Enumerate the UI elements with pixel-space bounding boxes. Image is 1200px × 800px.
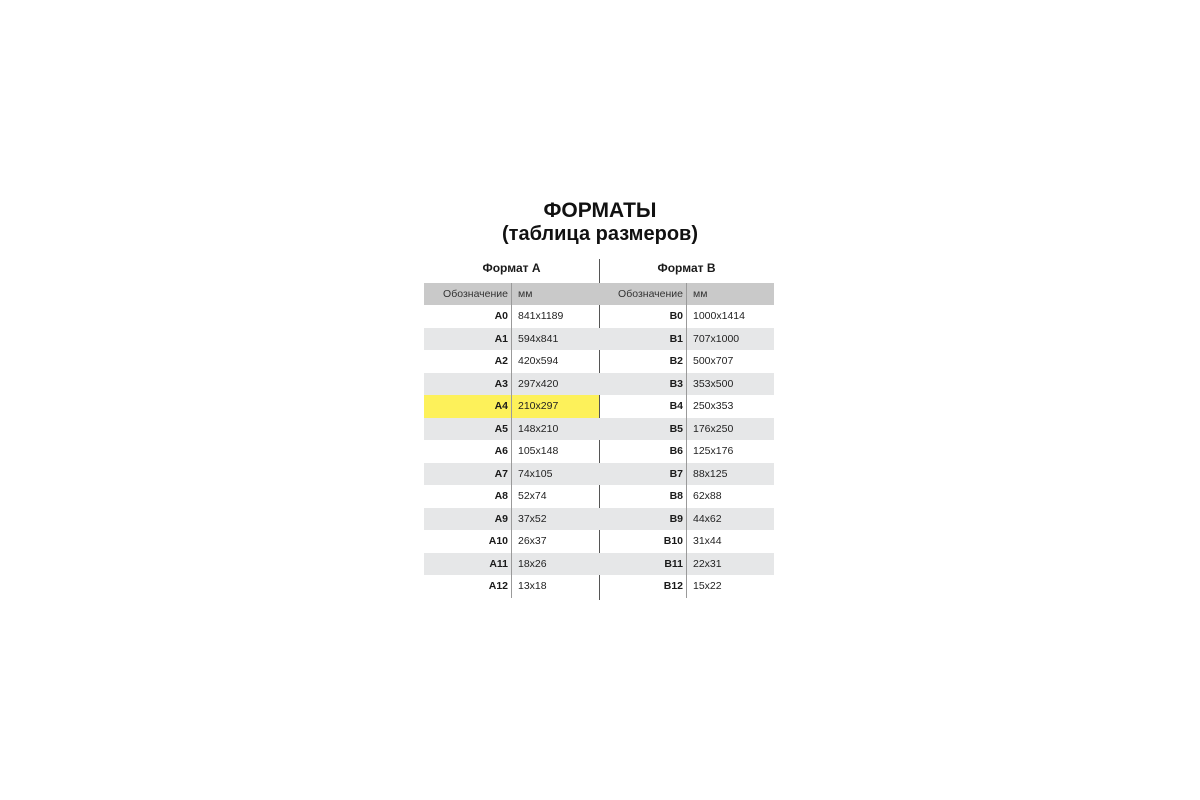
designation-label: Обозначение — [443, 288, 508, 300]
format-id: A10 — [488, 535, 508, 547]
table-row — [599, 305, 774, 328]
format-size: 26x37 — [511, 530, 599, 553]
table-row — [424, 418, 599, 441]
table-row — [599, 530, 774, 553]
format-size: 594x841 — [511, 328, 599, 351]
format-size: 176x250 — [686, 418, 774, 441]
format-size: 353x500 — [686, 373, 774, 396]
format-id: A12 — [488, 580, 508, 592]
table-row — [599, 485, 774, 508]
format-size: 88x125 — [686, 463, 774, 486]
format-id: A5 — [494, 422, 508, 435]
format-id: A6 — [494, 445, 508, 457]
format-id: B9 — [669, 512, 683, 525]
format-a-header: Формат А — [482, 261, 541, 275]
format-size: 500x707 — [686, 350, 774, 373]
table-row — [424, 373, 599, 396]
format-id: A2 — [494, 355, 508, 367]
table-row — [599, 395, 774, 418]
format-id: A4 — [494, 400, 508, 412]
unit-label: мм — [511, 283, 599, 305]
format-id: B10 — [663, 535, 683, 547]
format-size: 297x420 — [511, 373, 599, 396]
table-row — [424, 328, 599, 351]
format-id: B4 — [669, 400, 683, 412]
format-size: 148x210 — [511, 418, 599, 441]
table-row — [424, 395, 599, 418]
format-id: A8 — [494, 490, 508, 502]
format-size: 250x353 — [686, 395, 774, 418]
format-size: 125x176 — [686, 440, 774, 463]
format-id: B6 — [669, 445, 683, 457]
format-size: 62x88 — [686, 485, 774, 508]
format-b-subheader — [599, 283, 774, 305]
unit-label: мм — [686, 283, 774, 305]
table-row — [424, 530, 599, 553]
format-size: 15x22 — [686, 575, 774, 598]
format-b-header: Формат В — [657, 261, 716, 275]
format-a-rows — [424, 305, 599, 598]
table-row — [599, 463, 774, 486]
format-size: 13x18 — [511, 575, 599, 598]
table-row — [599, 575, 774, 598]
format-size: 44x62 — [686, 508, 774, 531]
table-row — [424, 553, 599, 576]
format-size: 707x1000 — [686, 328, 774, 351]
format-id: B12 — [663, 580, 683, 592]
table-row — [424, 485, 599, 508]
format-b-column — [599, 259, 774, 598]
format-a-column — [424, 259, 599, 598]
format-id: B11 — [664, 557, 683, 570]
format-size: 37x52 — [511, 508, 599, 531]
format-id: A0 — [494, 310, 508, 322]
format-id: B3 — [669, 377, 683, 390]
format-size: 74x105 — [511, 463, 599, 486]
table-row — [424, 508, 599, 531]
table-row — [424, 350, 599, 373]
table-row — [599, 508, 774, 531]
format-id: A1 — [494, 332, 508, 345]
table-row — [599, 350, 774, 373]
format-id: A7 — [494, 467, 508, 480]
format-id: A11 — [489, 557, 508, 570]
format-size: 105x148 — [511, 440, 599, 463]
format-size: 52x74 — [511, 485, 599, 508]
format-b-rows — [599, 305, 774, 598]
table-row — [424, 305, 599, 328]
format-a-subheader — [424, 283, 599, 305]
table-row — [599, 553, 774, 576]
format-size: 841x1189 — [511, 305, 599, 328]
table-row — [599, 328, 774, 351]
table-row — [599, 418, 774, 441]
table-row — [424, 440, 599, 463]
format-id: B5 — [669, 422, 683, 435]
designation-label: Обозначение — [618, 288, 683, 300]
format-id: B8 — [669, 490, 683, 502]
format-size: 31x44 — [686, 530, 774, 553]
format-id: B0 — [669, 310, 683, 322]
format-size: 22x31 — [686, 553, 774, 576]
formats-panel — [424, 193, 776, 603]
format-size: 18x26 — [511, 553, 599, 576]
format-size: 420x594 — [511, 350, 599, 373]
format-size: 210x297 — [511, 395, 599, 418]
format-id: B7 — [669, 467, 683, 480]
table-row — [424, 575, 599, 598]
page-subtitle: (таблица размеров) — [502, 223, 698, 245]
format-id: A9 — [494, 512, 508, 525]
table-row — [599, 440, 774, 463]
page-title: ФОРМАТЫ — [543, 199, 657, 222]
table-row — [424, 463, 599, 486]
format-id: B1 — [669, 332, 683, 345]
format-size: 1000x1414 — [686, 305, 774, 328]
format-id: B2 — [669, 355, 683, 367]
format-id: A3 — [494, 377, 508, 390]
table-row — [599, 373, 774, 396]
